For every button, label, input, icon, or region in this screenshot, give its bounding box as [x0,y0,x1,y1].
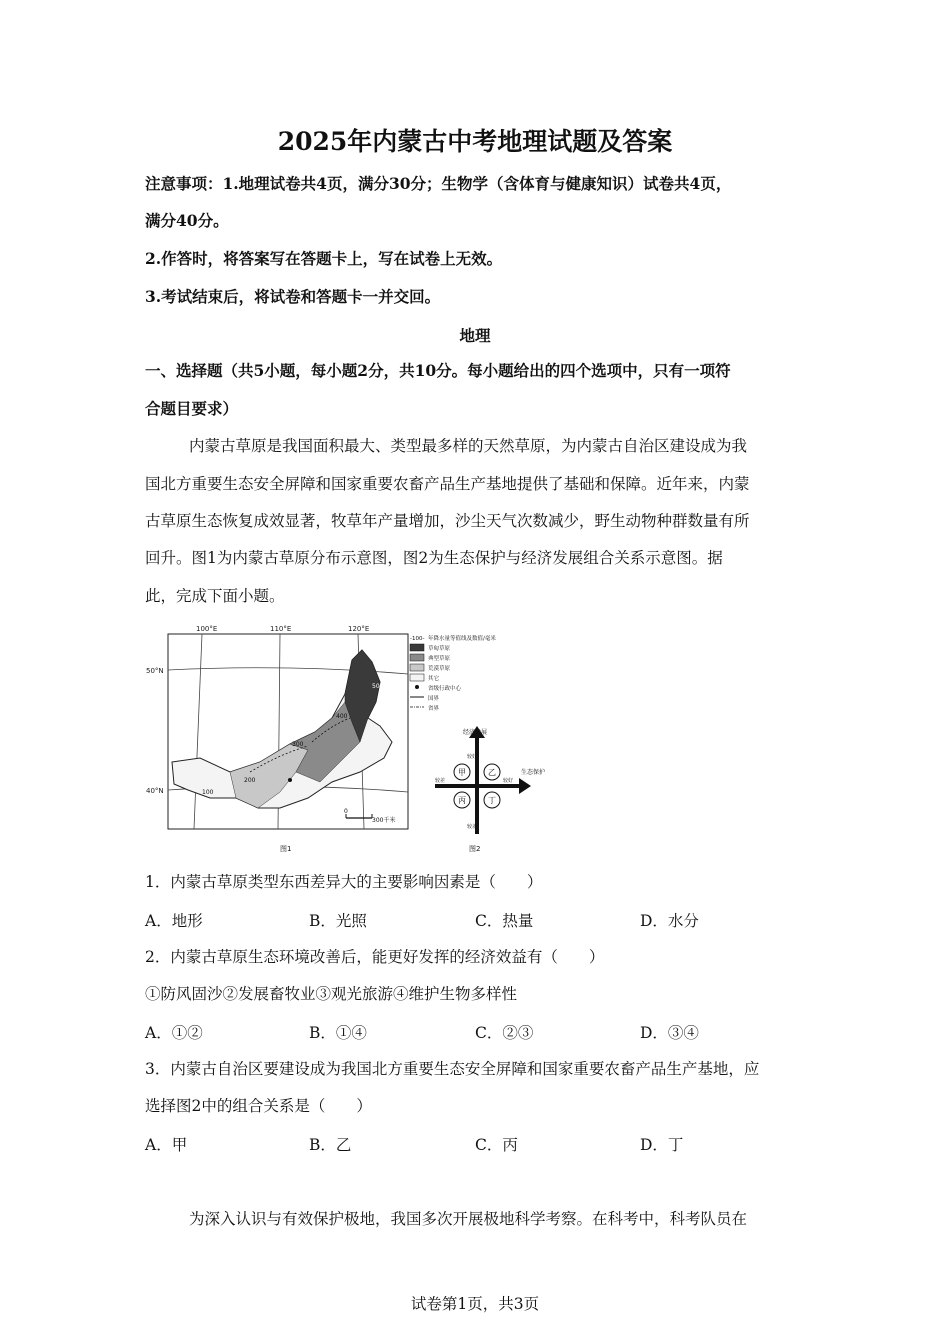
quadrant-yi: 乙 [488,768,496,777]
notice-line-2: 满分40分。 [145,211,229,230]
scale-zero: 0 [344,808,348,815]
figure2-poor-x: 较差 [435,778,446,784]
lat-label-40: 40°N [146,787,164,795]
question-3-option-c[interactable]: C．丙 [475,1136,518,1154]
legend-province: 省界 [428,706,440,712]
question-2-choices: ①防风固沙②发展畜牧业③观光旅游④维护生物多样性 [145,985,518,1003]
figure2-x-axis: 生态保护 [521,769,546,776]
question-1-option-a[interactable]: A．地形 [145,912,203,930]
capital-marker [288,778,292,782]
question-2-stem: 2．内蒙古草原生态环境改善后，能更好发挥的经济效益有（ ） [145,948,605,966]
question-2-option-a[interactable]: A．①② [145,1024,203,1042]
part1-heading-1: 一、选择题（共5小题，每小题2分，共10分。每小题给出的四个选项中，只有一项符 [145,361,731,380]
figure2-good-x: 较好 [503,778,514,784]
legend-meadow: 草甸草原 [428,646,451,652]
lon-label-120: 120°E [348,625,370,633]
passage1-line-1: 内蒙古草原是我国面积最大、类型最多样的天然草原，为内蒙古自治区建设成为我 [189,437,748,455]
legend-capital: 省级行政中心 [428,686,462,692]
question-2-option-b[interactable]: B．①④ [309,1024,367,1042]
page-footer: 试卷第1页，共3页 [410,1295,540,1313]
passage2-line-1: 为深入认识与有效保护极地，我国多次开展极地科学考察。在科考中，科考队员在 [189,1210,748,1228]
legend-typical: 典型草原 [428,656,451,662]
iso-label-200: 200 [244,777,256,784]
legend-desert: 荒漠草原 [428,666,451,672]
quadrant-jia: 甲 [458,768,466,777]
question-3-stem-1: 3．内蒙古自治区要建设成为我国北方重要生态安全屏障和国家重要农畜产品生产基地，应 [145,1060,760,1078]
legend-border: 国界 [428,696,440,702]
iso-label-400: 400 [336,713,348,720]
figure2-diagram [425,722,546,857]
quadrant-ding: 丁 [488,796,496,805]
passage1-line-3: 古草原生态恢复成效显著，牧草年产量增加，沙尘天气次数减少，野生动物种群数量有所 [145,512,750,530]
question-3-stem-2: 选择图2中的组合关系是（ ） [145,1097,372,1115]
question-3-option-b[interactable]: B．乙 [309,1136,352,1154]
iso-label-100: 100 [202,789,214,796]
lat-label-50: 50°N [146,667,164,675]
notice-line-3: 2.作答时，将答案写在答题卡上，写在试卷上无效。 [145,249,503,268]
part1-heading-2: 合题目要求） [145,399,239,418]
passage1-line-5: 此，完成下面小题。 [145,587,285,605]
figure1-caption: 图1 [280,845,292,853]
iso-label-300: 300 [292,741,304,748]
lon-label-100: 100°E [196,625,218,633]
scale-label: 300千米 [372,817,396,824]
question-2-option-d[interactable]: D．③④ [640,1024,699,1042]
figure2-y-axis: 经济发展 [463,729,488,736]
figure2-poor-y: 较差 [467,824,478,830]
passage1-line-4: 回升。图1为内蒙古草原分布示意图，图2为生态保护与经济发展组合关系示意图。据 [145,549,723,567]
lon-label-110: 110°E [270,625,292,633]
question-1-option-b[interactable]: B．光照 [309,912,367,930]
iso-label-500: 500 [372,683,384,690]
question-2-option-c[interactable]: C．②③ [475,1024,534,1042]
legend-other: 其它 [428,676,440,682]
question-3-option-d[interactable]: D．丁 [640,1136,684,1154]
question-1-option-c[interactable]: C．热量 [475,912,534,930]
question-1-stem: 1．内蒙古草原类型东西差异大的主要影响因素是（ ） [145,873,543,891]
page-title: 2025年内蒙古中考地理试题及答案 [277,127,673,156]
question-3-option-a[interactable]: A．甲 [145,1136,188,1154]
figure2-good-y: 较好 [467,754,478,760]
figure2-caption: 图2 [469,845,481,853]
passage1-line-2: 国北方重要生态安全屏障和国家重要农畜产品生产基地提供了基础和保障。近年来，内蒙 [145,475,750,493]
legend-iso-sample: -100- [410,636,425,642]
legend-isohyet: 年降水量等值线及数值/毫米 [428,636,496,642]
quadrant-bing: 丙 [458,796,466,805]
section-title: 地理 [459,326,491,345]
question-1-option-d[interactable]: D．水分 [640,912,699,930]
notice-line-4: 3.考试结束后，将试卷和答题卡一并交回。 [145,287,441,306]
notice-line-1: 注意事项：1.地理试卷共4页，满分30分；生物学（含体育与健康知识）试卷共4页， [145,174,732,193]
